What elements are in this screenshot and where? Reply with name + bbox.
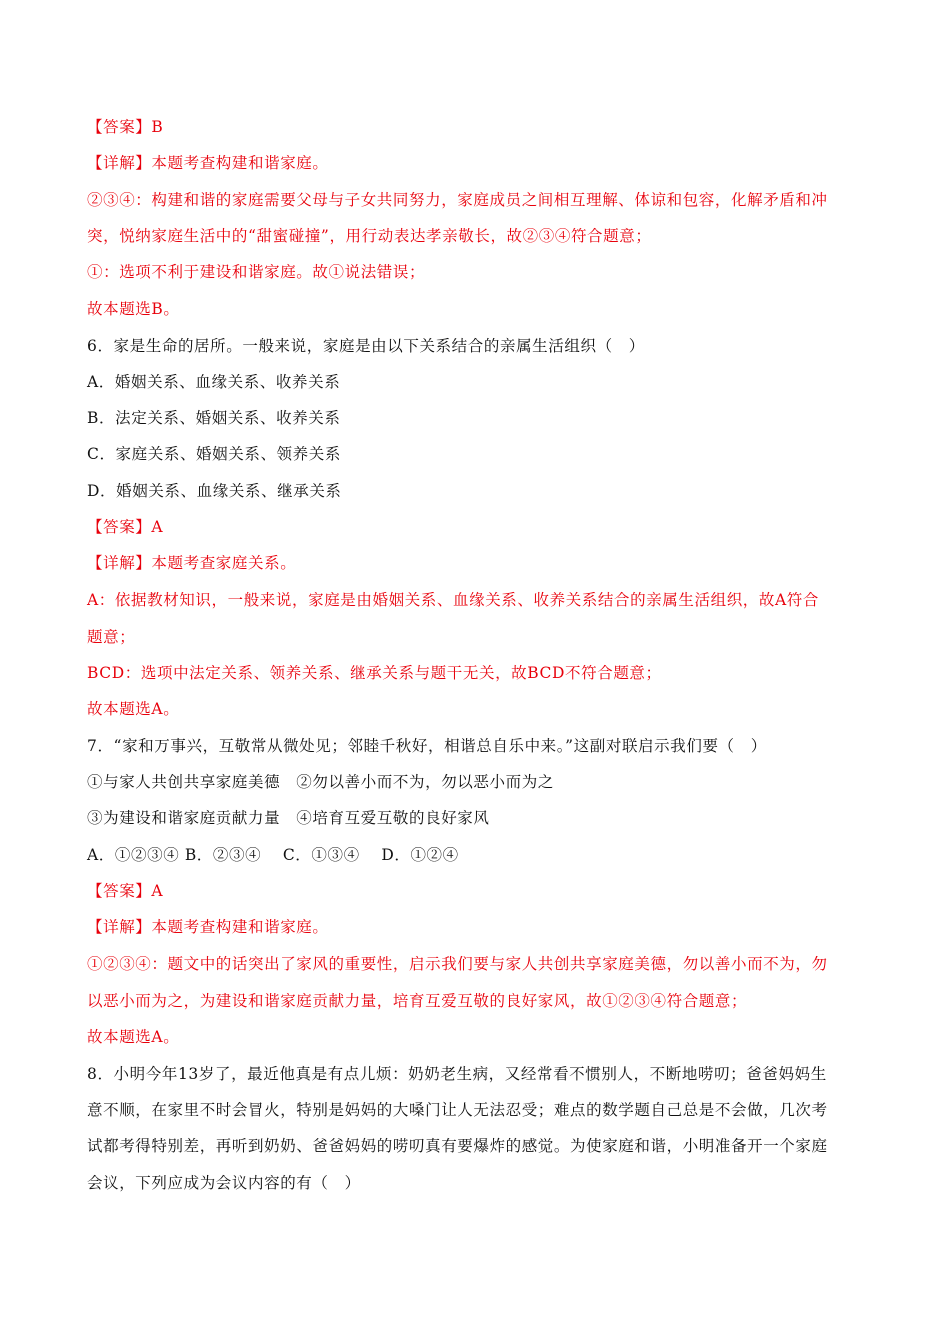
question-stem: 7．“家和万事兴，互敬常从微处见；邻睦千秋好，相谐总自乐中来。”这副对联启示我们要（ ）: [87, 737, 767, 755]
answer-label: 【答案】B: [87, 118, 164, 136]
question-stem: 意不顺，在家里不时会冒火，特别是妈妈的大嗓门让人无法忍受；难点的数学题自己总是不会做，几次考: [87, 1101, 828, 1119]
conclusion-text: 故本题选B。: [87, 300, 180, 318]
explanation-heading: 【详解】本题考查构建和谐家庭。: [87, 918, 329, 936]
explanation-text: BCD：选项中法定关系、领养关系、继承关系与题干无关，故BCD不符合题意；: [87, 664, 662, 682]
question-stem: 会议，下列应成为会议内容的有（ ）: [87, 1174, 361, 1192]
explanation-text: ②③④：构建和谐的家庭需要父母与子女共同努力，家庭成员之间相互理解、体谅和包容，化解矛盾和冲: [87, 191, 828, 209]
explanation-heading: 【详解】本题考查构建和谐家庭。: [87, 154, 329, 172]
explanation-heading: 【详解】本题考查家庭关系。: [87, 554, 297, 572]
option-b: B．法定关系、婚姻关系、收养关系: [87, 409, 341, 427]
answer-label: 【答案】A: [87, 882, 164, 900]
explanation-text: ①②③④：题文中的话突出了家风的重要性，启示我们要与家人共创共享家庭美德，勿以善小而不为，勿: [87, 955, 828, 973]
explanation-text: A：依据教材知识，一般来说，家庭是由婚姻关系、血缘关系、收养关系结合的亲属生活组织，故A符合: [87, 591, 819, 609]
explanation-text: 题意；: [87, 628, 136, 646]
question-stem: 8．小明今年13岁了，最近他真是有点儿烦：奶奶老生病，又经常看不惯别人，不断地唠叨；爸爸妈妈生: [87, 1065, 827, 1083]
option-d: D．婚姻关系、血缘关系、继承关系: [87, 482, 342, 500]
statement-list: ③为建设和谐家庭贡献力量 ④培育互爱互敬的良好家风: [87, 809, 490, 827]
conclusion-text: 故本题选A。: [87, 1028, 180, 1046]
explanation-text: ①：选项不利于建设和谐家庭。故①说法错误；: [87, 263, 426, 281]
option-row: A．①②③④ B．②③④ C．①③④ D．①②④: [87, 846, 459, 864]
question-stem: 6．家是生命的居所。一般来说，家庭是由以下关系结合的亲属生活组织（ ）: [87, 337, 645, 355]
conclusion-text: 故本题选A。: [87, 700, 180, 718]
explanation-text: 以恶小而为之，为建设和谐家庭贡献力量，培育互爱互敬的良好家风，故①②③④符合题意；: [87, 992, 748, 1010]
question-stem: 试都考得特别差，再听到奶奶、爸爸妈妈的唠叨真有要爆炸的感觉。为使家庭和谐，小明准备开一个家庭: [87, 1137, 828, 1155]
statement-list: ①与家人共创共享家庭美德 ②勿以善小而不为，勿以恶小而为之: [87, 773, 554, 791]
explanation-text: 突，悦纳家庭生活中的“甜蜜碰撞”，用行动表达孝亲敬长，故②③④符合题意；: [87, 227, 652, 245]
option-c: C．家庭关系、婚姻关系、领养关系: [87, 445, 341, 463]
option-a: A．婚姻关系、血缘关系、收养关系: [87, 373, 341, 391]
answer-label: 【答案】A: [87, 518, 164, 536]
